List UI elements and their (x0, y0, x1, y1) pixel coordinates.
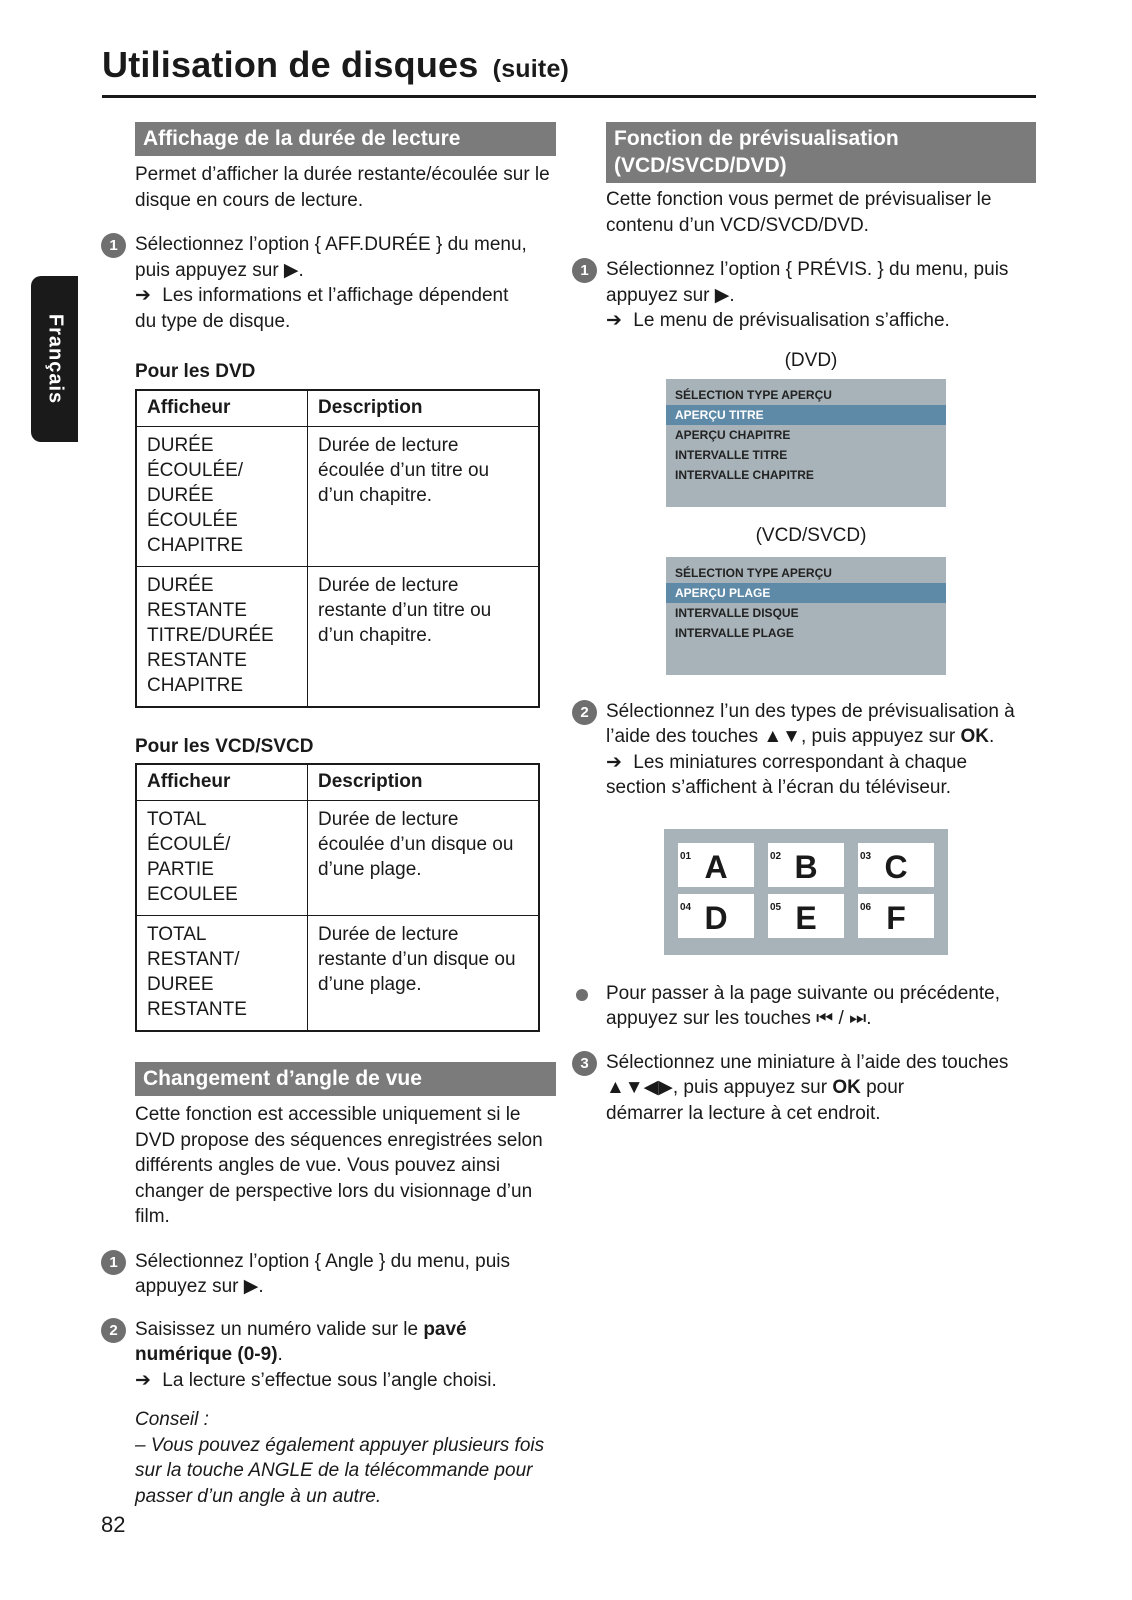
menu-title: SÉLECTION TYPE APERÇU (675, 388, 832, 402)
thumbnail-letter: E (795, 899, 817, 936)
table-header: Description (308, 764, 540, 801)
thumbnail-number: 01 (680, 850, 692, 862)
table-cell: Durée de lecture restante d’un titre ou d’un chapitre. (308, 566, 540, 707)
step-result-text: Les informations et l’affichage dépendent (162, 285, 509, 306)
table-cell: Durée de lecture écoulée d’un disque ou d’une plage. (308, 801, 540, 916)
preview-intro: Cette fonction vous permet de prévisualiser le contenu d’un VCD/SVCD/DVD. (606, 189, 992, 236)
step-result-text-2: du type de disque. (135, 310, 291, 332)
language-tab (31, 276, 78, 442)
thumbnail[interactable] (768, 843, 844, 887)
step-result (135, 1368, 556, 1394)
tip-block (135, 1407, 556, 1509)
duration-intro: Permet d’afficher la durée restante/écoulée sur le disque en cours de lecture. (135, 164, 550, 211)
step-text: démarrer la lecture à cet endroit. (606, 1102, 881, 1124)
step-result-text: Le menu de prévisualisation s’affiche. (633, 310, 950, 331)
step-text: appuyez sur ▶. (135, 1276, 264, 1297)
table-cell: DURÉE RESTANTE TITRE/DURÉE RESTANTE CHAPITRE (136, 566, 308, 707)
table-row (136, 916, 539, 1032)
angle-step-1 (101, 1249, 556, 1300)
step-text-part: Saisissez un numéro valide sur le (135, 1318, 424, 1340)
thumbnail-letter: C (884, 848, 908, 885)
menu-item-selected[interactable]: APERÇU TITRE (666, 405, 946, 425)
table-header: Afficheur (136, 390, 308, 427)
step-result-text: La lecture s’effectue sous l’angle choisi. (162, 1369, 497, 1391)
step-text-part: ▲▼◀▶, puis appuyez sur (606, 1077, 833, 1098)
step-text: Sélectionnez l’option { Angle } du menu, puis (135, 1250, 510, 1272)
step-result (606, 308, 1036, 334)
left-column (101, 122, 556, 1509)
table-row (136, 801, 539, 916)
vcd-preview-menu (666, 557, 946, 675)
menu-title: SÉLECTION TYPE APERÇU (675, 565, 832, 580)
thumbnail-grid (664, 829, 948, 955)
menu-item[interactable]: INTERVALLE TITRE (675, 448, 788, 462)
step-text (135, 1317, 556, 1368)
thumbnail-number: 04 (680, 901, 692, 913)
menu-item-selected[interactable]: APERÇU PLAGE (666, 583, 946, 603)
thumbnail-number: 05 (770, 901, 782, 913)
tip-text: – Vous pouvez également appuyer plusieurs fois sur la touche ANGLE de la télécommande pour passer d’un angle à un autre. (135, 1434, 545, 1507)
page-number: 82 (101, 1512, 126, 1537)
arrow-icon: ➔ (606, 751, 622, 773)
preview-step-1 (580, 257, 1036, 334)
keypad-label: pavé numérique (0-9) (135, 1318, 467, 1365)
bullet-text: appuyez sur les touches ⏮ / ⏭. (606, 1008, 872, 1029)
language-tab-label: Français (44, 313, 66, 405)
step-result-text: Les miniatures correspondant à chaque (633, 751, 968, 773)
ok-key-label: OK (960, 726, 989, 747)
step-text-part: l’aide des touches ▲▼, puis appuyez sur (606, 726, 961, 747)
table-cell: Durée de lecture restante d’un disque ou d’une plage. (308, 916, 540, 1032)
vcd-table-label: Pour les VCD/SVCD (135, 735, 314, 757)
step-text-end: . (277, 1344, 283, 1365)
step-text: appuyez sur ▶. (606, 284, 735, 306)
table-header: Description (308, 390, 540, 427)
dvd-table-label: Pour les DVD (135, 361, 256, 382)
preview-heading: Fonction de prévisualisation (VCD/SVCD/DVD) (606, 122, 1036, 183)
step-number: 3 (572, 1051, 597, 1076)
dvd-display-table (135, 389, 540, 708)
step-number: 1 (101, 1250, 126, 1275)
page-nav-bullet (586, 981, 1036, 1032)
bullet-icon (576, 989, 588, 1001)
menu-item[interactable]: INTERVALLE DISQUE (675, 605, 799, 620)
thumbnail[interactable] (678, 843, 754, 887)
step-text: Sélectionnez l’option { PRÉVIS. } du menu, puis (606, 259, 1009, 280)
duration-step-1 (101, 232, 556, 334)
step-text-end: . (988, 726, 995, 747)
dvd-caption: (DVD) (784, 349, 838, 371)
ok-key-label: OK (832, 1077, 861, 1098)
title-rule (102, 95, 1036, 98)
arrow-icon: ➔ (135, 285, 151, 306)
step-text (606, 724, 1036, 750)
table-row (136, 566, 539, 707)
thumbnail-number: 03 (860, 850, 872, 862)
step-number: 2 (101, 1318, 126, 1343)
table-cell: TOTAL ÉCOULÉ/ PARTIE ECOULEE (136, 801, 308, 916)
step-text: Sélectionnez l’option { AFF.DURÉE } du menu, (135, 234, 527, 255)
thumbnail-letter: B (794, 848, 818, 885)
thumbnail[interactable] (858, 843, 934, 887)
menu-item[interactable]: INTERVALLE CHAPITRE (675, 468, 814, 482)
duration-heading: Affichage de la durée de lecture (135, 122, 556, 156)
table-row (136, 426, 539, 566)
thumbnail-letter: F (886, 899, 906, 936)
tip-label: Conseil : (135, 1409, 209, 1430)
step-number: 1 (572, 258, 597, 283)
table-cell: TOTAL RESTANT/ DUREE RESTANTE (136, 916, 308, 1032)
step-result-text-2: section s’affichent à l’écran du téléviseur. (606, 777, 952, 798)
right-column (580, 122, 1036, 1126)
dvd-preview-menu (666, 379, 946, 507)
table-cell: DURÉE ÉCOULÉE/ DURÉE ÉCOULÉE CHAPITRE (136, 426, 308, 566)
step-text: Sélectionnez une miniature à l’aide des touches (606, 1051, 1009, 1073)
angle-step-2 (101, 1317, 556, 1394)
arrow-icon: ➔ (606, 310, 622, 331)
page-title-text: Utilisation de disques (102, 44, 479, 85)
thumbnail-number: 06 (860, 901, 872, 913)
menu-item[interactable]: APERÇU CHAPITRE (675, 428, 791, 442)
thumbnail[interactable] (858, 894, 934, 938)
thumbnail[interactable] (678, 894, 754, 938)
step-text-end: pour (860, 1077, 905, 1098)
preview-step-2 (580, 699, 1036, 801)
vcd-caption: (VCD/SVCD) (755, 525, 867, 546)
step-text (606, 1075, 1036, 1101)
angle-heading: Changement d’angle de vue (135, 1062, 556, 1096)
page-title (102, 44, 569, 86)
arrow-icon: ➔ (135, 1369, 151, 1391)
preview-step-3 (580, 1050, 1036, 1127)
thumbnail-number: 02 (770, 850, 782, 862)
thumbnail-letter: D (704, 899, 728, 936)
thumbnail[interactable] (768, 894, 844, 938)
step-number: 2 (572, 700, 597, 725)
table-header: Afficheur (136, 764, 308, 801)
bullet-text: Pour passer à la page suivante ou précédente, (606, 982, 1000, 1004)
thumbnail-letter: A (704, 848, 728, 885)
table-cell: Durée de lecture écoulée d’un titre ou d’un chapitre. (308, 426, 540, 566)
step-result (606, 750, 1036, 776)
step-result (135, 283, 556, 309)
menu-item[interactable]: INTERVALLE PLAGE (675, 625, 794, 640)
step-number: 1 (101, 233, 126, 258)
page-title-suffix: (suite) (492, 55, 570, 83)
step-text: Sélectionnez l’un des types de prévisualisation à (606, 700, 1015, 722)
step-text: puis appuyez sur ▶. (135, 259, 304, 281)
vcd-display-table (135, 763, 540, 1032)
angle-intro: Cette fonction est accessible uniquement si le DVD propose des séquences enregistrées selon différents angles de vue. Vous pouvez ainsi changer de perspective lors du visionnage d’un film. (135, 1104, 543, 1227)
